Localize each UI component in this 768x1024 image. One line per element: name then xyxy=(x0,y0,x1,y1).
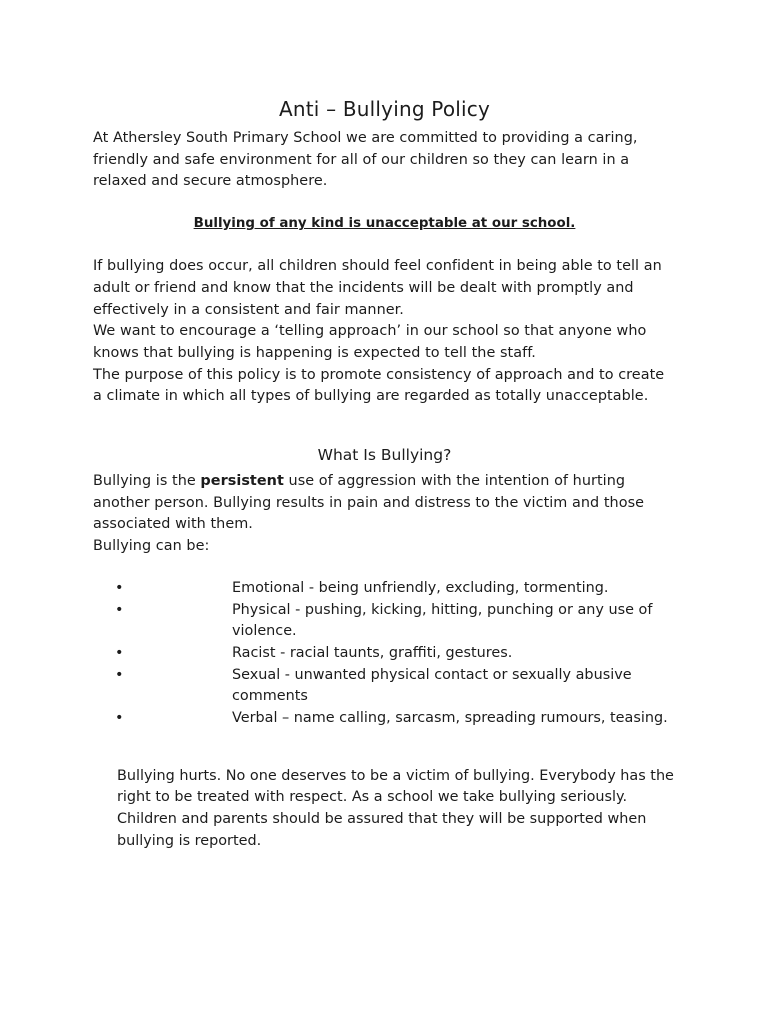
list-item xyxy=(93,665,676,708)
policy-body xyxy=(93,256,676,408)
body-paragraph-purpose: The purpose of this policy is to promote consistency of approach and to create a climate in which all types of bullying are regarded as totally unacceptable. xyxy=(93,366,665,405)
list-item-text: Physical - pushing, kicking, hitting, punching or any use of violence. xyxy=(232,601,653,640)
closing-paragraph: Bullying hurts. No one deserves to be a victim of bullying. Everybody has the right to be treated with respect. As a school we take bullying seriously. Children and parents should be assured that they will be supported when bullying is reported. xyxy=(117,767,674,849)
list-item xyxy=(93,643,676,665)
can-be-label: Bullying can be: xyxy=(93,538,210,555)
bullet-icon: • xyxy=(115,579,124,596)
bullet-icon: • xyxy=(115,710,124,727)
list-item xyxy=(93,600,676,643)
list-item-text: Verbal – name calling, sarcasm, spreading rumours, teasing. xyxy=(232,710,668,727)
list-item-text: Racist - racial taunts, graffiti, gestures. xyxy=(232,644,513,661)
definition-text-start: Bullying is the xyxy=(93,473,201,490)
definition-paragraph xyxy=(93,471,676,536)
list-item-text: Emotional - being unfriendly, excluding, tormenting. xyxy=(232,579,609,596)
definition-keyword: persistent xyxy=(200,473,284,490)
body-paragraph-telling: We want to encourage a ‘telling approach’ in our school so that anyone who knows that bullying is happening is expected to tell the staff. xyxy=(93,323,647,361)
definition-text-end: use of aggression with the intention of hurting another person. Bullying results in pain and distress to the victim and those associated with them. xyxy=(93,473,645,533)
bullying-types-list xyxy=(93,578,676,730)
list-item xyxy=(93,578,676,600)
list-item-text: Sexual - unwanted physical contact or sexually abusive comments xyxy=(232,666,632,705)
bullet-icon: • xyxy=(115,644,124,661)
page-title: Anti – Bullying Policy xyxy=(278,97,491,121)
list-item xyxy=(93,708,676,730)
intro-paragraph: At Athersley South Primary School we are committed to providing a caring, friendly and safe environment for all of our children so they can learn in a relaxed and secure atmosphere. xyxy=(93,130,638,190)
body-paragraph-report: If bullying does occur, all children should feel confident in being able to tell an adult or friend and know that the incidents will be dealt with promptly and effectively in a consistent and fair manner. xyxy=(93,258,662,318)
emphasis-statement: Bullying of any kind is unacceptable at our school. xyxy=(193,216,576,232)
bullet-icon: • xyxy=(115,666,124,683)
section-heading: What Is Bullying? xyxy=(317,446,452,465)
bullet-icon: • xyxy=(115,601,124,618)
